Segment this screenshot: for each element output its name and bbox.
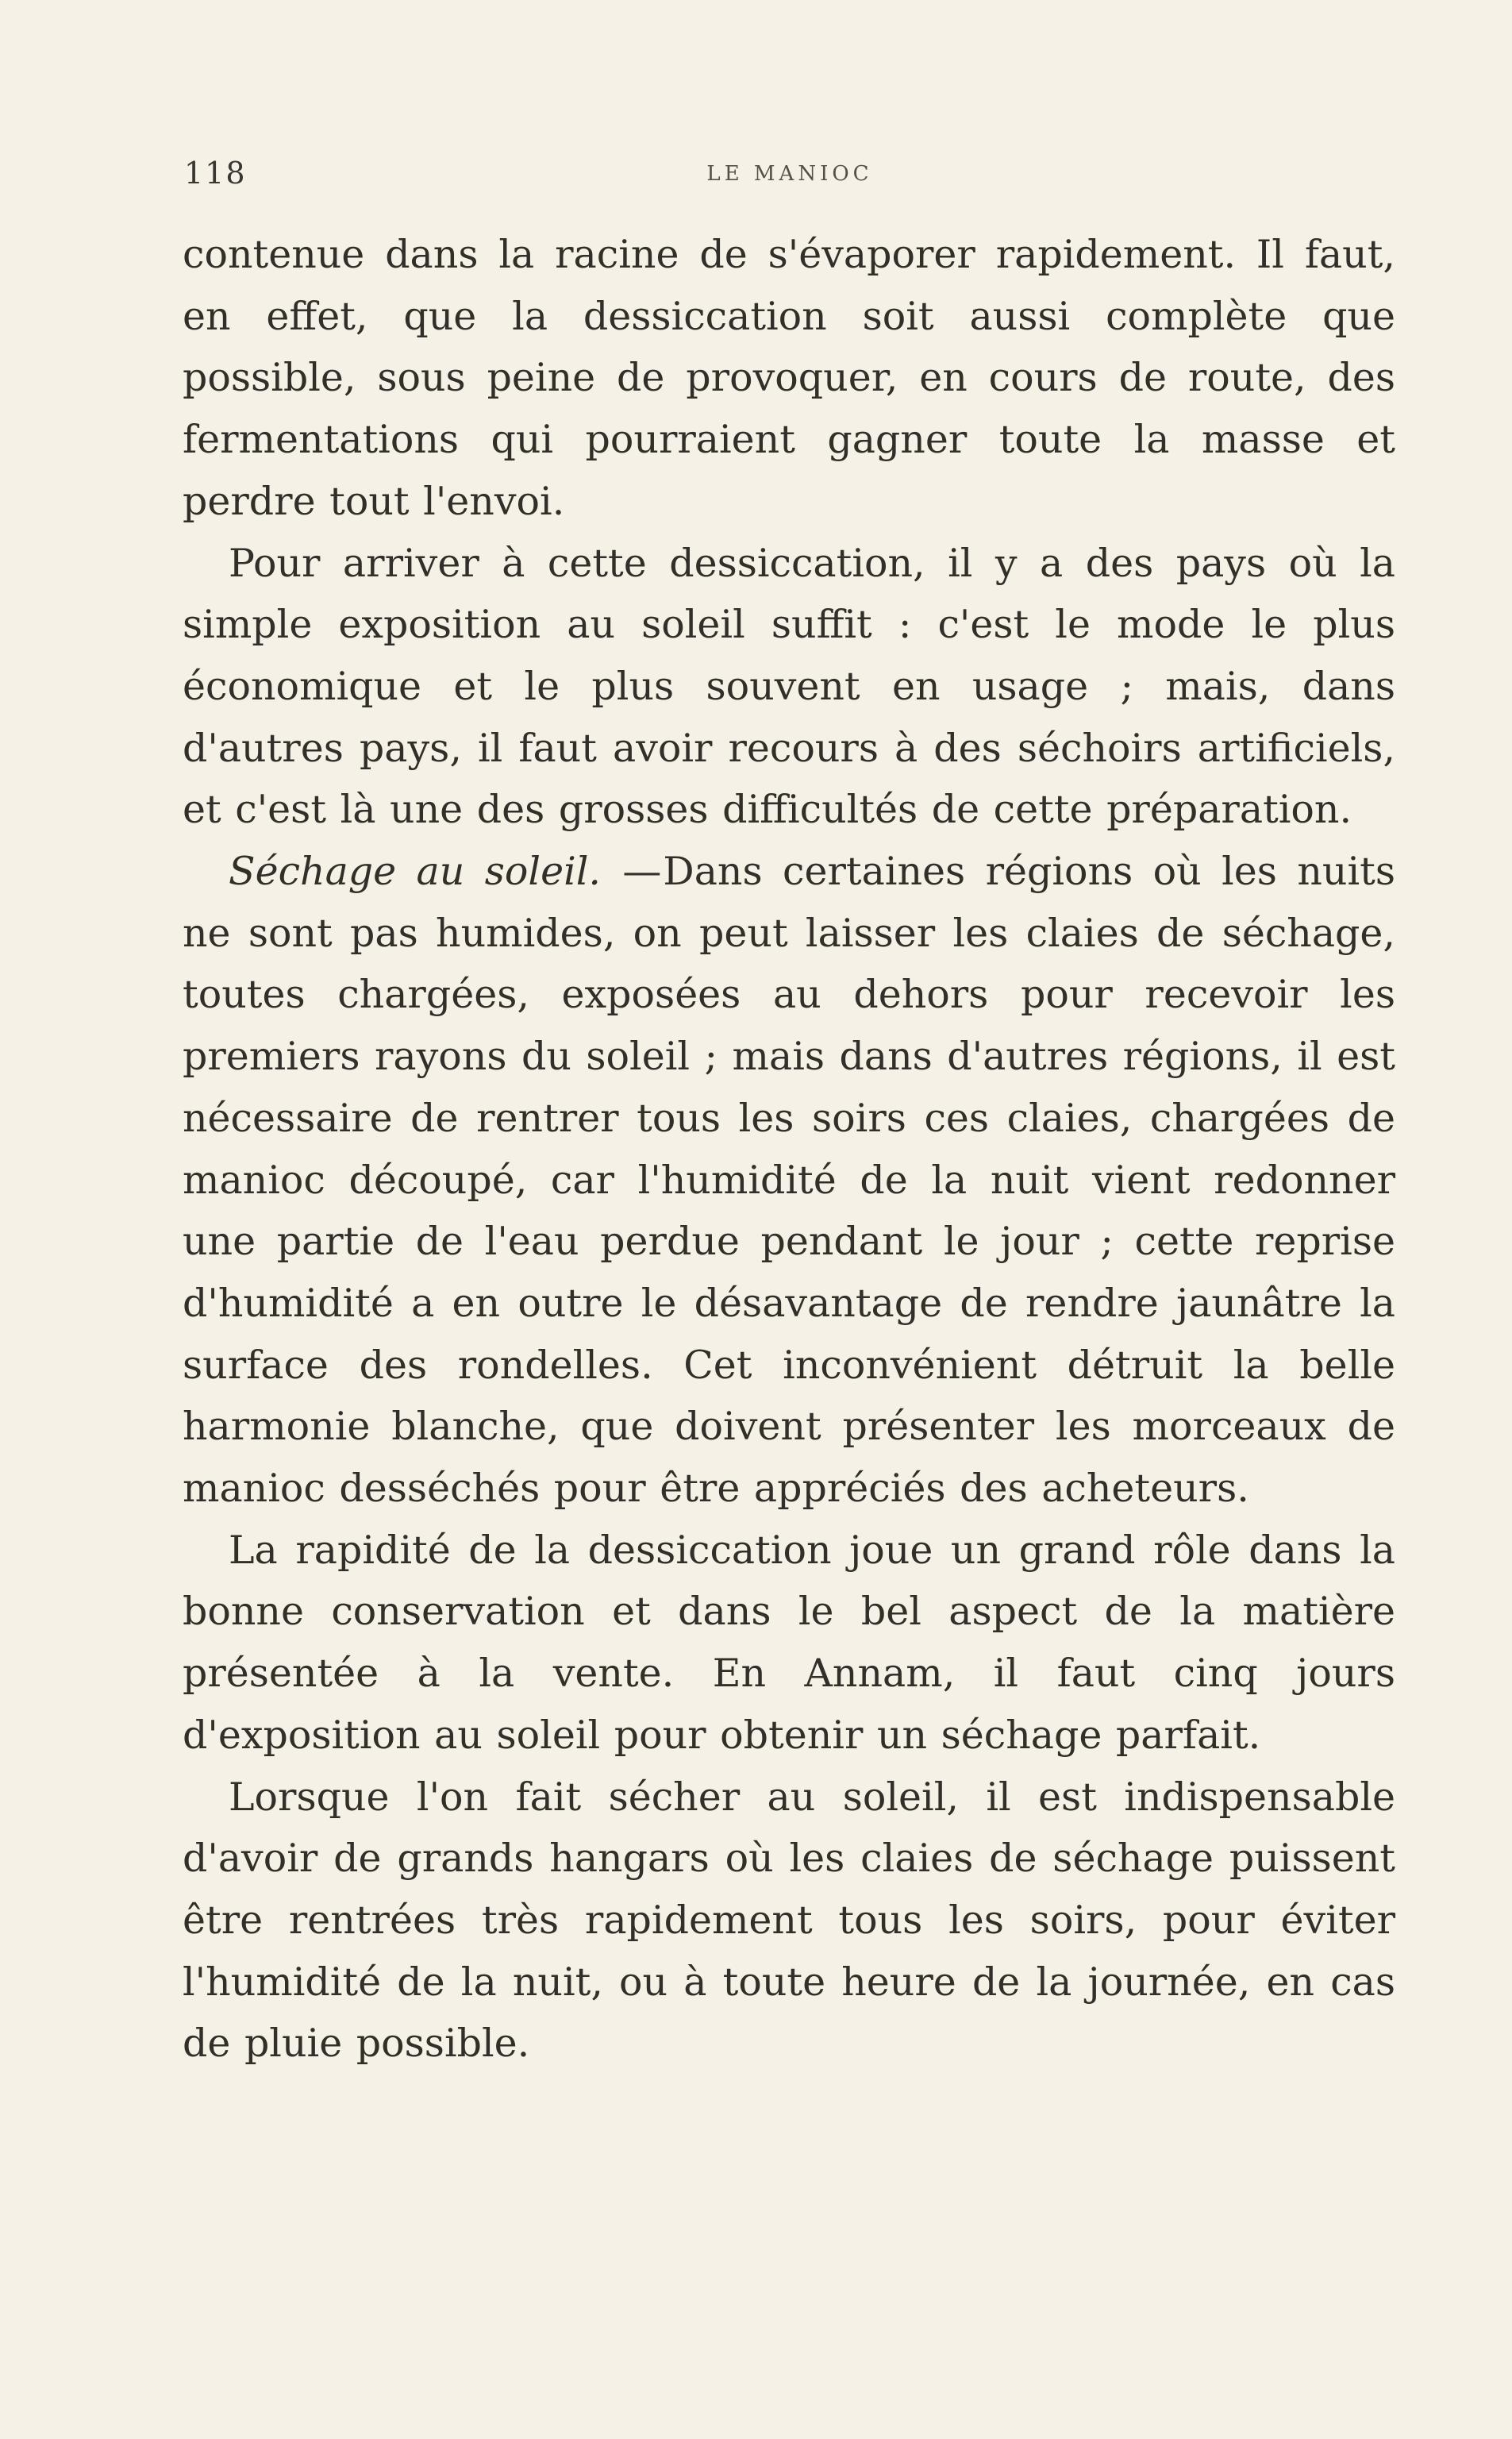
paragraph-dessiccation: Pour arriver à cette dessiccation, il y a des pays où la simple exposition au soleil suffit : c'est le mode le plus économique et le plus souvent en usage ; mais, dans d'autres pays, il faut avoir recours à des séchoirs artificiels, et c'est là une des grosses difficultés de cette préparation.	[183, 540, 1395, 833]
section-lead-title: Séchage au soleil.	[229, 849, 601, 895]
paragraph-hangars: Lorsque l'on fait sécher au soleil, il est indispensable d'avoir de grands hangars où les claies de séchage puissent être rentrées très rapidement tous les soirs, pour éviter l'humidité de la nuit, ou à toute heure de la journée, en cas de pluie possible.	[183, 1774, 1395, 2067]
em-dash: —	[622, 849, 662, 895]
paragraph-sechage-text: Dans certaines régions où les nuits ne sont pas humides, on peut laisser les claies de séchage, toutes chargées, exposées au dehors pour recevoir les premiers rayons du soleil ; mais dans d'autres régions, il est nécessaire de rentrer tous les soirs ces claies, chargées de manioc découpé, car l'humidité de la nuit vient redonner une partie de l'eau perdue pendant le jour ; cette reprise d'humidité a en outre le désavantage de rendre jaunâtre la surface des rondelles. Cet inconvénient détruit la belle harmonie blanche, que doivent présenter les morceaux de manioc desséchés pour être appréciés des acheteurs.	[183, 849, 1395, 1512]
page-number: 118	[184, 156, 247, 191]
body-text	[183, 224, 1395, 2075]
running-title: LE MANIOC	[706, 162, 873, 186]
paragraph-rapidite: La rapidité de la dessiccation joue un grand rôle dans la bonne conservation et dans le bel aspect de la matière présentée à la vente. En Annam, il faut cinq jours d'exposition au soleil pour obtenir un séchage parfait.	[183, 1527, 1395, 1758]
paragraph-sechage-au-soleil	[183, 841, 1395, 1520]
page-header	[184, 156, 1395, 195]
paragraph-continuation: contenue dans la racine de s'évaporer rapidement. Il faut, en effet, que la dessiccation soit aussi complète que possible, sous peine de provoquer, en cours de route, des fermentations qui pourraient gagner toute la masse et perdre tout l'envoi.	[183, 232, 1395, 524]
